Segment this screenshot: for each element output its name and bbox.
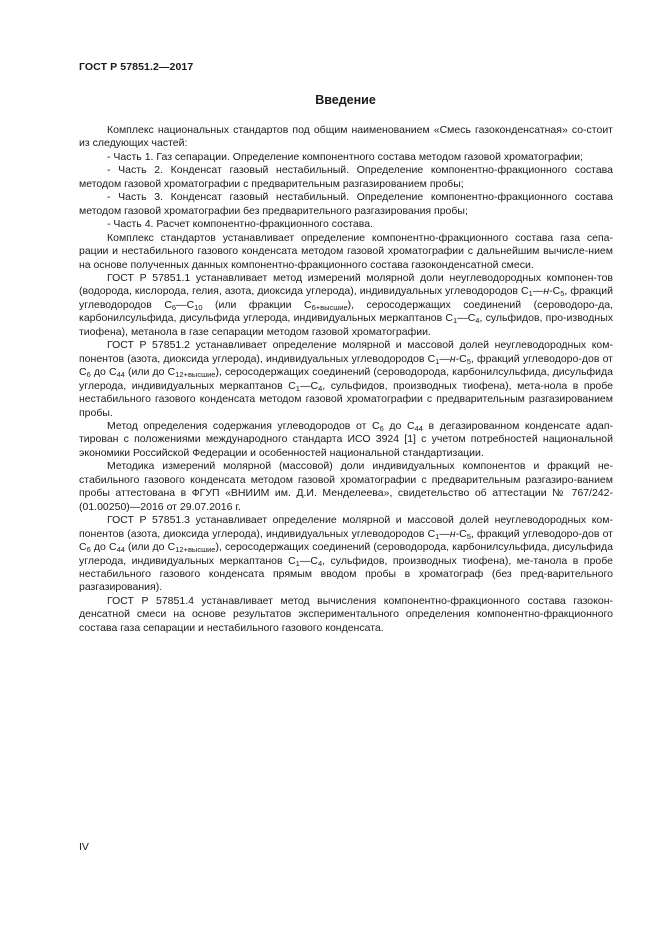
- text-run: , сульфидов, производных тиофена), мета-нола в пробе нестабильного газового конденсата методом газовой хроматографии с предварительным разгазированием пробы.: [79, 379, 613, 419]
- text-run: ), серосодержащих соединений (сероводорода, карбонилсульфида, дисульфида углерода, индивидуальных меркаптанов С: [79, 366, 614, 392]
- text-run: —: [439, 352, 450, 365]
- text-run: —С: [299, 379, 319, 392]
- section-title-text: Введение: [315, 93, 376, 107]
- text-run: - Часть 2. Конденсат газовый нестабильный. Определение компонентно-фракционного состава методом газовой хроматографии с предварительным разгазированием пробы;: [79, 164, 613, 190]
- text-run: 4: [475, 316, 480, 326]
- text-run: (или до С: [124, 366, 176, 379]
- text-run: —: [439, 527, 450, 540]
- paragraph: [79, 272, 613, 339]
- paragraph: [79, 124, 613, 151]
- paragraph: [79, 595, 613, 635]
- text-run: ГОСТ Р 57851.4 устанавливает метод вычисления компонентно-фракционного состава газокон-денсатной смеси на основе результатов экспериментального определения компонентно-фракционного состава газа сепарации и нестабильного газового конденсата.: [79, 594, 613, 634]
- text-run: н: [449, 527, 456, 540]
- text-run: - Часть 3. Конденсат газовый нестабильный. Определение компонентно-фракционного состава методом газовой хроматографии без предварительного разгазирования пробы;: [79, 191, 613, 217]
- text-run: 44: [116, 370, 125, 380]
- text-run: (или фракции С: [202, 298, 312, 311]
- text-run: 1: [295, 383, 300, 393]
- text-run: до С: [90, 541, 117, 554]
- text-run: —С: [176, 298, 195, 311]
- text-run: - Часть 1. Газ сепарации. Определение компонентного состава методом газовой хроматографии;: [107, 150, 583, 163]
- text-run: 12+высшие: [175, 545, 216, 555]
- document-header: ГОСТ Р 57851.2—2017: [79, 61, 194, 73]
- paragraph: [79, 514, 613, 595]
- text-run: , фракций углеводоро-дов от С: [79, 527, 613, 554]
- text-run: 5: [466, 356, 471, 366]
- paragraph: [79, 151, 613, 164]
- text-run: в дегазированном конденсате адап-тирован с положениями международного стандарта ИСО 3924 [1] с учетом потребностей национальной экономики Российской Федерации и особенностей национальной стандартизации.: [79, 419, 614, 459]
- text-run: —С: [299, 554, 318, 567]
- text-run: -С: [455, 527, 467, 540]
- text-run: Метод определения содержания углеводородов от С: [107, 419, 380, 432]
- text-run: ГОСТ Р 57851.2 устанавливает определение молярной и массовой долей неуглеводородных ком-понентов (азота, диоксида углерода), индивидуальных углеводородов С: [79, 339, 613, 365]
- text-run: (или до С: [124, 541, 176, 554]
- paragraph: [79, 232, 613, 272]
- text-run: , сульфидов, про-изводных тиофена), метанола в газе сепарации методом газовой хроматографии.: [79, 312, 613, 338]
- text-run: ГОСТ Р 57851.1 устанавливает метод измерений молярной доли неуглеводородных компонен-тов (водорода, кислорода, гелия, азота, диоксида углерода), индивидуальных углеводородов С: [79, 271, 613, 298]
- body-text: [79, 124, 613, 635]
- text-run: - Часть 4. Расчет компонентно-фракционного состава.: [107, 218, 373, 231]
- text-run: 6+высшие: [311, 302, 348, 312]
- text-run: —С: [457, 312, 476, 325]
- text-run: 5: [560, 289, 565, 299]
- paragraph: [79, 339, 613, 420]
- text-run: 1: [453, 316, 458, 326]
- text-run: 1: [528, 289, 533, 299]
- text-run: 44: [116, 545, 125, 555]
- text-run: ), серосодержащих соединений (сероводорода, карбонилсульфида, дисульфида углерода, индивидуальных меркаптанов С: [79, 541, 614, 567]
- text-run: ), серосодержащих соединений (сероводоро-да, карбонилсульфида, дисульфида углерода, индивидуальных меркаптанов С: [79, 298, 614, 325]
- text-run: ГОСТ Р 57851.3 устанавливает определение молярной и массовой долей неуглеводородных ком-понентов (азота, диоксида углерода), индивидуальных углеводородов С: [79, 514, 613, 540]
- text-run: н: [543, 285, 550, 298]
- text-run: , фракций углеводородов С: [79, 285, 613, 311]
- text-run: 1: [435, 531, 440, 541]
- text-run: н: [449, 352, 456, 365]
- text-run: 6: [86, 545, 91, 555]
- paragraph: [79, 164, 613, 191]
- text-run: 1: [435, 356, 440, 366]
- paragraph: [79, 191, 613, 218]
- text-run: 4: [317, 558, 323, 568]
- text-run: Комплекс стандартов устанавливает определение компонентно-фракционного состава газа сепа-рации и нестабильного газового конденсата методом газовой хроматографии с дальнейшим вычисле-нием на основе полученных данных компонентно-фракционного состава газоконденсатной смеси.: [79, 231, 613, 271]
- text-run: 4: [318, 383, 323, 393]
- text-run: 6: [171, 302, 177, 312]
- text-run: -С: [549, 285, 561, 298]
- text-run: Методика измерений молярной (массовой) доли индивидуальных компонентов и фракций не-стабильного газового конденсата методом газовой хроматографии с предварительным разгазиро-ванием пробы аттестована в ФГУП «ВНИИМ им. Д.И. Менделеева», свидетельство об аттестации № 767/242-(01.00250)—2016 от 29.07.2016 г.: [79, 460, 613, 513]
- text-run: 12+высшие: [175, 370, 216, 380]
- text-run: -С: [455, 352, 467, 365]
- text-run: , фракций углеводоро-дов от С: [79, 352, 613, 379]
- text-run: 6: [86, 370, 91, 380]
- text-run: 6: [379, 423, 384, 433]
- text-run: —: [532, 285, 544, 298]
- paragraph: [79, 420, 613, 460]
- text-run: до С: [383, 419, 415, 432]
- paragraph: [79, 218, 613, 231]
- text-run: 5: [466, 531, 471, 541]
- text-run: до С: [90, 366, 117, 379]
- paragraph: [79, 460, 613, 514]
- text-run: , сульфидов, производных тиофена), ме-танола в пробе нестабильного газового конденсата прямым вводом пробы в хроматограф (без пред-варительного разгазирования).: [79, 554, 613, 594]
- text-run: Комплекс национальных стандартов под общим наименованием «Смесь газоконденсатная» со-стоит из следующих частей:: [79, 124, 613, 150]
- text-run: 10: [194, 302, 203, 312]
- page-number: IV: [79, 841, 89, 853]
- section-title: [0, 93, 661, 107]
- text-run: 44: [414, 423, 423, 433]
- text-run: 1: [295, 558, 300, 568]
